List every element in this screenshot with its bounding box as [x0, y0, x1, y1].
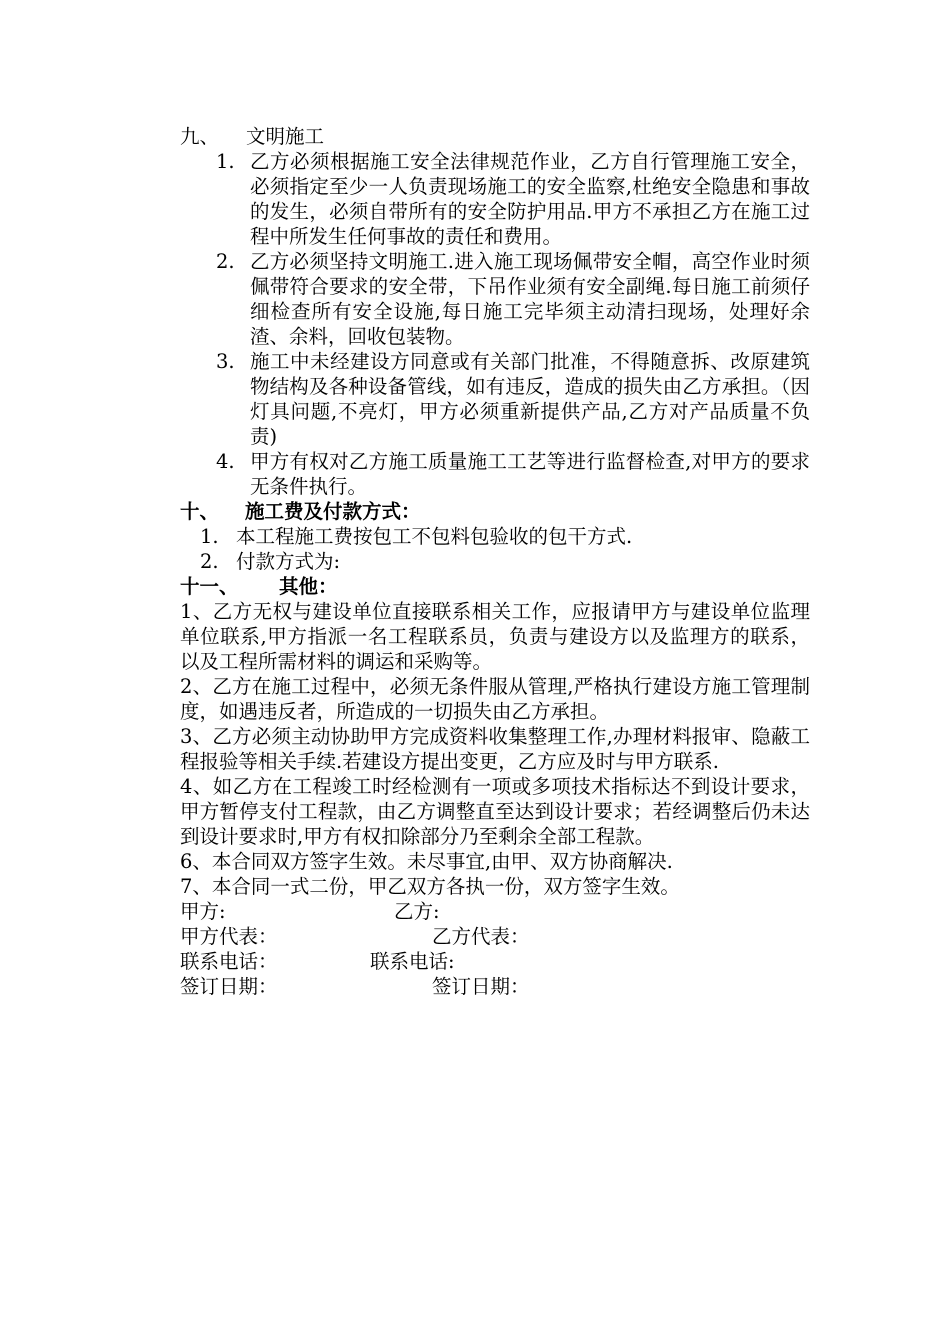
signature-row-representative: [180, 924, 810, 949]
date-a-label: 签订日期：: [180, 975, 278, 998]
list-marker: 1.: [216, 150, 235, 173]
list-item: [180, 249, 810, 349]
section-11-title: 其他：: [279, 575, 338, 598]
section-11-number: 十一、: [180, 575, 239, 598]
section-11-heading: [180, 574, 810, 599]
clause-paragraph: 4、如乙方在工程竣工时经检测有一项或多项技术指标达不到设计要求，甲方暂停支付工程款，由乙方调整直至达到设计要求；若经调整后仍未达到设计要求时,甲方有权扣除部分乃至剩余全部工程款。: [180, 775, 810, 848]
signature-row-phone: [180, 949, 810, 974]
list-item-text: 乙方必须根据施工安全法律规范作业，乙方自行管理施工安全，必须指定至少一人负责现场施工的安全监察,杜绝安全隐患和事故的发生，必须自带所有的安全防护用品.甲方不承担乙方在施工过程中所发生任何事故的责任和费用。: [250, 150, 810, 248]
clause-paragraph: 7、本合同一式二份，甲乙双方各执一份，双方签字生效。: [180, 875, 680, 898]
list-marker: 2.: [200, 550, 219, 573]
rep-a-label: 甲方代表：: [180, 925, 278, 948]
section-10-heading: [180, 499, 810, 524]
signature-row-party: [180, 899, 810, 924]
section-9-title: 文明施工: [246, 125, 325, 148]
date-b-label: 签订日期：: [432, 975, 530, 998]
party-a-label: 甲方:: [180, 900, 226, 923]
section-10-title: 施工费及付款方式：: [245, 500, 421, 523]
list-marker: 4.: [216, 450, 235, 473]
list-item: [180, 549, 810, 574]
clause-paragraph: 6、本合同双方签字生效。未尽事宜,由甲、双方协商解决.: [180, 850, 673, 873]
list-item-text: 本工程施工费按包工不包料包验收的包干方式.: [236, 525, 633, 548]
list-marker: 1.: [200, 525, 219, 548]
list-item: [180, 524, 810, 549]
list-item: [180, 449, 810, 499]
clause-paragraph: 3、乙方必须主动协助甲方完成资料收集整理工作,办理材料报审、隐蔽工程报验等相关手续.若建设方提出变更，乙方应及时与甲方联系.: [180, 725, 810, 773]
list-item-text: 付款方式为:: [236, 550, 341, 573]
section-10-number: 十、: [180, 500, 220, 523]
clause-paragraph: 2、乙方在施工过程中，必须无条件服从管理,严格执行建设方施工管理制度，如遇违反者，所造成的一切损失由乙方承担。: [180, 675, 810, 723]
section-9-number: 九、: [180, 125, 220, 148]
list-marker: 3.: [216, 350, 235, 373]
party-b-label: 乙方:: [394, 900, 440, 923]
section-9-list: [180, 149, 810, 499]
list-item-text: 乙方必须坚持文明施工.进入施工现场佩带安全帽，高空作业时须佩带符合要求的安全带，下吊作业须有安全副绳.每日施工前须仔细检查所有安全设施,每日施工完毕须主动清扫现场，处理好余渣、余料，回收包装物。: [250, 250, 810, 348]
contract-body: [180, 124, 810, 999]
list-item: [180, 149, 810, 249]
rep-b-label: 乙方代表：: [432, 925, 530, 948]
section-10-list: [180, 524, 810, 574]
list-item-text: 甲方有权对乙方施工质量施工工艺等进行监督检查,对甲方的要求无条件执行。: [250, 450, 810, 498]
clause-paragraph: 1、乙方无权与建设单位直接联系相关工作，应报请甲方与建设单位监理单位联系,甲方指派一名工程联系员，负责与建设方以及监理方的联系，以及工程所需材料的调运和采购等。: [180, 600, 810, 673]
list-item-text: 施工中未经建设方同意或有关部门批准，不得随意拆、改原建筑物结构及各种设备管线，如有违反，造成的损失由乙方承担。（因灯具问题,不亮灯，甲方必须重新提供产品,乙方对产品质量不负责): [250, 350, 810, 448]
list-marker: 2.: [216, 250, 235, 273]
phone-a-label: 联系电话：: [180, 950, 278, 973]
section-9-heading: [180, 124, 810, 149]
signature-row-date: [180, 974, 810, 999]
list-item: [180, 349, 810, 449]
phone-b-label: 联系电话:: [370, 950, 455, 973]
